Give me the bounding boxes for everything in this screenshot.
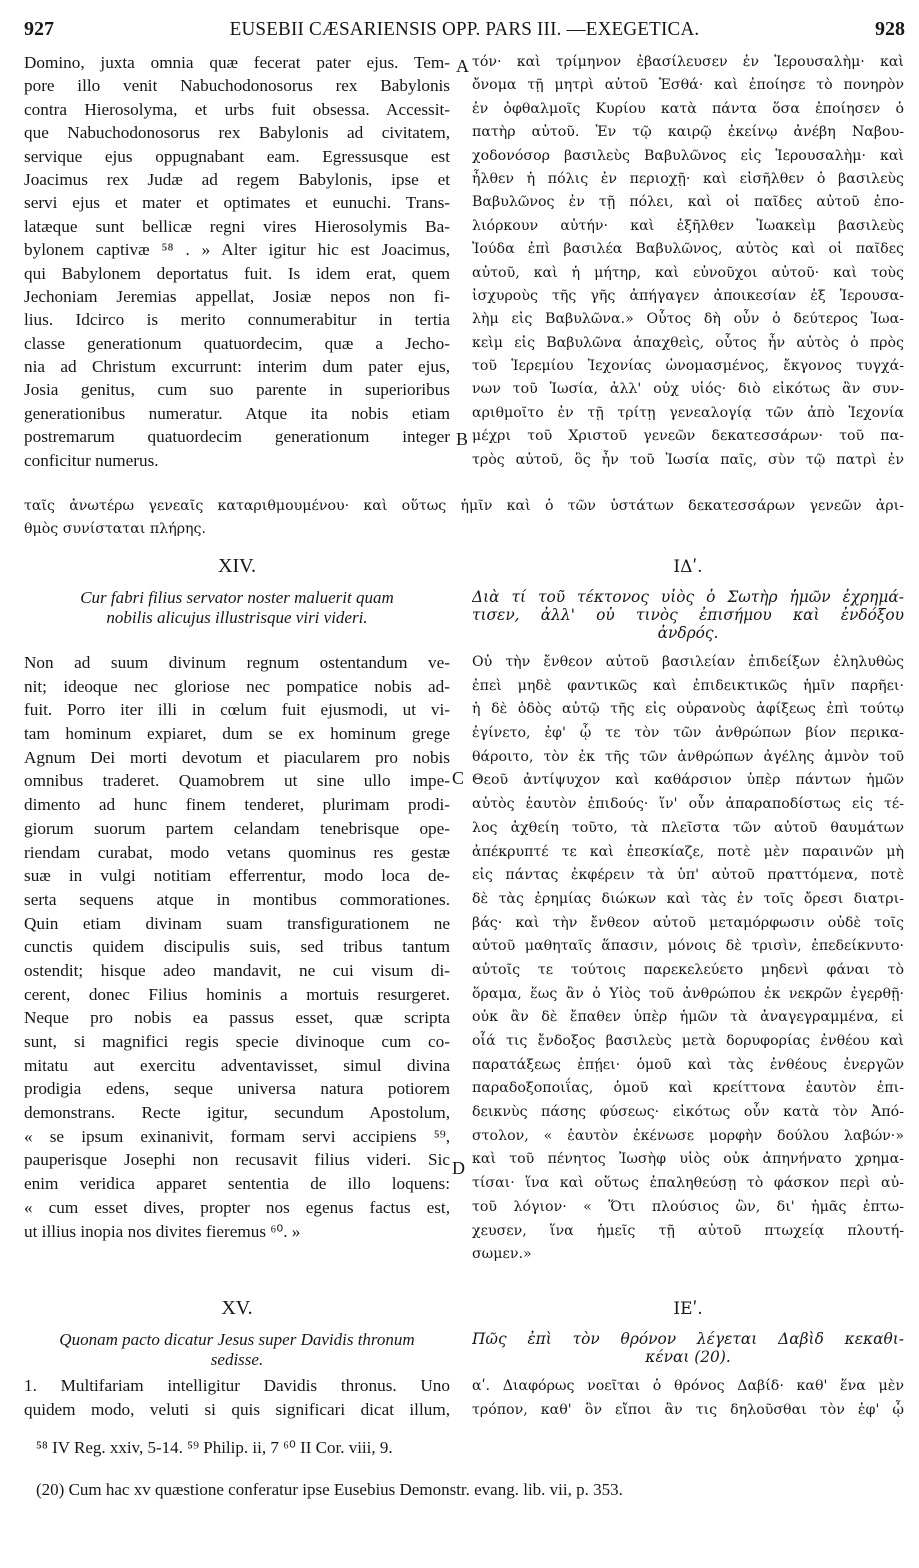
latin-column-block2 <box>24 651 450 1243</box>
text-line: εἰς πάντας ἐκφέρειν τὰ ὑπ' αὐτοῦ πραττόμενα, ποτὲ <box>472 867 904 884</box>
text-line: lius. Idcirco is merito connumerabitur in tertia <box>24 310 450 330</box>
text-line: ἐπεὶ μηδὲ φαντικῶς καὶ ἐπιδεικτικῶς ἡμῖν παρῆει· <box>472 677 904 694</box>
text-line: ostendit; hisque adeo mandavit, ne cui visum di- <box>24 960 450 980</box>
latin-column-block1 <box>24 51 450 472</box>
text-line: τοῦ λόγιον· « Ὅτι πλούσιος ὢν, δι' ἡμᾶς ἐπτω- <box>472 1198 904 1215</box>
text-line: giorum suorum partem celandam tenebrisque ope- <box>24 818 450 838</box>
text-line: βάς· καὶ τὴν ἔνθεον αὐτοῦ μεταμόρφωσιν οὐδὲ τοῖς <box>472 914 904 931</box>
margin-letter-b: B <box>456 429 469 449</box>
greek-column-block3 <box>472 1374 904 1422</box>
text-line: contra Hierosolyma, et urbs fuit obsessa. Accessit- <box>24 99 450 119</box>
text-line: Agnum Dei morti devotum et piacularem pro nobis <box>24 747 450 767</box>
text-line: αʹ. Διαφόρως νοεῖται ὁ θρόνος Δαβίδ· καθ' ἕνα μὲν <box>472 1378 904 1394</box>
text-line: latæque sunt bellicæ regni vires Hierosolymis Ba- <box>24 216 450 236</box>
text-line: ἰσχυροὺς τῆς γῆς ἀπήγαγεν ἀποικεσίαν ἐξ Ἱερουσα- <box>472 287 904 304</box>
section-title-latin-xiv: Cur fabri filius servator noster maluerit quam nobilis alicujus illustrisque viri videri. <box>80 588 394 627</box>
greek-column-block2 <box>472 651 904 1267</box>
text-line: cerent, donec Filius hominis a mortuis resurgeret. <box>24 984 450 1004</box>
text-line: riendam curabat, modo vetans quominus res gestæ <box>24 842 450 862</box>
text-line: τρὸς αὐτοῦ, ὃς ἦν τοῦ Ἰωσία παῖς, σὺν τῷ πατρὶ ἐν <box>472 451 904 468</box>
text-line: Quin etiam divinam suam transfigurationem ne <box>24 913 450 933</box>
text-line: Θεοῦ ἀντίψυχον καὶ καθάρσιον ὑπὲρ πάντων ἡμῶν <box>472 772 904 789</box>
text-line: « se ipsum exinanivit, formam servi accipiens ⁵⁹, <box>24 1126 450 1146</box>
text-line: nit; ideoque nec gloriose nec pompatice nobis ad- <box>24 676 450 696</box>
text-line: οἷά τις ἔνδοξος βασιλεὺς μετὰ δορυφορίας ἐνθέου καὶ <box>472 1033 904 1049</box>
text-line: conficitur numerus. <box>24 450 159 470</box>
text-line: servique ejus oppugnabant eam. Egressusque est <box>24 146 450 166</box>
running-title: EUSEBII CÆSARIENSIS OPP. PARS III. —EXEGETICA. <box>229 18 700 40</box>
text-line: ὅραμα, ἕως ἂν ὁ Υἱὸς τοῦ ἀνθρώπου ἐκ νεκρῶν ἐγερθῇ· <box>472 985 904 1002</box>
text-line: παραδοξοποιΐας, ὁμοῦ καὶ κρείττονα ἑαυτὸν ἐπι- <box>472 1080 904 1097</box>
text-line: Domino, juxta omnia quæ fecerat pater ejus. Tem- <box>24 53 450 72</box>
text-line: cunctis quidem discipulis suis, sed tribus tantum <box>24 937 450 957</box>
text-line: prodigia edens, seque universa natura potiorem <box>24 1079 450 1099</box>
text-line: Ἰούδα ἐπὶ βασιλέα Βαβυλῶνος, αὐτὸς καὶ οἱ παῖδες <box>472 241 904 258</box>
text-line: ὄνομα τῇ μητρὶ αὐτοῦ Ἐσθά· καὶ ἐποίησε τὸ πονηρὸν <box>472 77 904 94</box>
page-number-left: 927 <box>24 18 54 40</box>
latin-column-block3 <box>24 1374 450 1422</box>
text-line: σωμεν.» <box>472 1246 532 1263</box>
text-line: qui Babylonem deportatus fuit. Is idem erat, quem <box>24 263 450 283</box>
text-line: postremarum quatuordecim generationum integer <box>24 427 450 447</box>
margin-letter-d: D <box>452 1158 465 1178</box>
text-line: demonstrans. Recte igitur, secundum Apostolum, <box>24 1103 450 1123</box>
text-line: tam hominum expiaret, dum se ex hominum grege <box>24 724 450 744</box>
text-line: τρόπον, καθ' ὃν εἴποι ἂν τις δηλοῦσθαι τὸν ἐφ' ᾧ <box>472 1402 904 1418</box>
text-line: enim veridica apparet sententia de illo loquens: <box>24 1174 450 1194</box>
text-line: fuit. Porro iter illi in cœlum fuit ejusmodi, ut vi- <box>24 700 450 720</box>
text-line: ut illius inopia nos divites fieremus ⁶⁰. » <box>24 1221 301 1241</box>
text-line: 1. Multifariam intelligitur Davidis thronus. Uno <box>24 1376 450 1395</box>
text-line: παρατάξεως ἐπῄει· ὁμοῦ καὶ τὰς ἐνθέους ἐνεργῶν <box>472 1056 904 1073</box>
section-title-greek-15: Πῶς ἐπὶ τὸν θρόνον λέγεται Δαβὶδ κεκαθι- κέναι (20). <box>472 1330 904 1366</box>
running-header <box>24 14 905 44</box>
text-line: καὶ τοῦ πένητος Ἰωσὴφ υἱὸς οὐκ ἀπηνήνατο χρημα- <box>472 1151 904 1168</box>
text-line: αὐτὸς ἑαυτὸν ἐπιδούς· ἵν' οὖν ἀπαραποδίστως εἰς τέ- <box>472 796 904 813</box>
text-line: αριθμοῖτο ἐν τῇ τρίτῃ γενεαλογίᾳ τῶν ἀπὸ Ἰεχονία <box>472 404 904 421</box>
text-line: τίσαι· ἵνα καὶ οὕτως ἐπαληθεύσῃ τὸ φάσκον περὶ αὐ- <box>472 1175 904 1192</box>
text-line: πατὴρ αὐτοῦ. Ἐν τῷ καιρῷ ἐκείνῳ ἀνέβη Ναβου- <box>472 124 904 141</box>
text-line: Jechoniam Jeremias appellat, Josiæ nepos non fi- <box>24 286 450 306</box>
text-line: αὐτοῦ μαθηταῖς ἅπασιν, μόνοις δὲ τρισὶν, ἐπεδείκνυτο· <box>472 938 904 955</box>
section-number-latin-xv: XV. <box>221 1297 253 1319</box>
text-line: δὲ τὰς ἐρημίας διώκων καὶ τὰς ἐν τοῖς ὄρεσι διατρι- <box>472 890 904 907</box>
page-number-right: 928 <box>875 18 905 40</box>
text-line: δεικνὺς πάσης φύσεως· εἰκότως οὖν κατὰ τὸν Ἀπό- <box>472 1104 904 1121</box>
text-line: Οὐ τὴν ἔνθεον αὐτοῦ βασιλείαν ἐπιδείξων ἐληλυθὼς <box>472 654 904 670</box>
text-line: ἐγίνετο, ἐφ' ᾧ τε τὸν τῶν ἀνθρώπων βίον περικα- <box>472 725 904 742</box>
text-line: λὴμ εἰς Βαβυλῶνα.» Οὗτος δὴ οὖν ὁ δεύτερος Ἰωα- <box>472 311 904 328</box>
text-line: χοδονόσορ βασιλεὺς Βαβυλῶνος εἰς Ἱερουσαλὴμ· καὶ <box>472 147 904 164</box>
text-line: pauperisque Josephi non recusavit filius videri. Sic <box>24 1150 450 1170</box>
margin-letter-c: C <box>452 768 465 788</box>
text-line: Joacimus rex Judæ ad regem Babylonis, ipse et <box>24 169 450 189</box>
text-line: generationibus numeratur. Atque ita nobis etiam <box>24 403 450 423</box>
text-line: ἀπέκρυπτέ τε καὶ ἐπεσκίαζε, ποτὲ μὲν παραινῶν μὴ <box>472 843 904 860</box>
section-title-greek-14: Διὰ τί τοῦ τέκτονος υἱὸς ὁ Σωτὴρ ἡμῶν ἐχρημά- τισεν, ἀλλ' οὐ τινὸς ἐπισήμου καὶ ἐνδόξου ἀνδρός. <box>472 588 904 642</box>
text-line: que Nabuchodonosorus rex Babylonis ad civitatem, <box>24 123 450 143</box>
section-title-latin-xv: Quonam pacto dicatur Jesus super Davidis thronum sedisse. <box>59 1330 415 1369</box>
text-line: θμὸς συνίσταται πλήρης. <box>24 521 206 537</box>
greek-column-block1 <box>472 51 904 472</box>
text-line: ἐν ὀφθαλμοῖς Κυρίου κατὰ πάντα ὅσα ἐποίησεν ὁ <box>472 100 904 117</box>
section-number-latin-xiv: XIV. <box>218 555 256 577</box>
text-line: Non ad suum divinum regnum ostentandum ve- <box>24 653 450 672</box>
section-number-greek-14: ΙΔʹ. <box>673 557 703 577</box>
text-line: κεὶμ εἰς Βαβυλῶνα ἀπαχθεὶς, οὗτος ἦν αὐτὸς ὁ πρὸς <box>472 334 904 351</box>
text-line: ἡ δὲ ὁδὸς αὐτῷ τῆς εἰς οὐρανοὺς ἀφίξεως ἐπὶ τούτῳ <box>472 701 904 718</box>
text-line: χευσεν, ἵνα ἡμεῖς τῇ αὐτοῦ πτωχείᾳ πλουτή- <box>472 1222 904 1239</box>
text-line: λος ἀχθείη τοῦτο, τὰ πλεῖστα τῶν αὐτοῦ θαυμάτων <box>472 819 904 836</box>
text-line: νων τοῦ Ἰωσία, ἀλλ' οὐχ υἱός· διὸ εἰκότως ἂν συν- <box>472 381 904 398</box>
text-line: τοῦ Ἱερεμίου Ἰεχονίας ὠνομασμένος, ἔκγονος τυγχά- <box>472 358 904 375</box>
text-line: sunt, si magnifici regis specie divinoque cum co- <box>24 1032 450 1051</box>
footnote-references: ⁵⁸ IV Reg. xxiv, 5-14. ⁵⁹ Philip. ii, 7 ⁶⁰ II Cor. viii, 9. <box>36 1438 393 1457</box>
text-line: quidem modo, veluti si quis significari dicat illum, <box>24 1400 450 1419</box>
text-line: mitatu aut exercitu adventavisset, simul divina <box>24 1055 450 1075</box>
text-line: pore illo venit Nabuchodonosorus rex Babylonis <box>24 76 450 96</box>
text-line: θάροιτο, τὸν ἐκ τῆς τῶν ἀνθρώπων ἀγέλης ἀμνὸν τοῦ <box>472 748 904 765</box>
text-line: στολον, « ἑαυτὸν ἐκένωσε μορφὴν δούλου λαβών·» <box>472 1127 904 1144</box>
greek-fullwidth-continuation <box>24 495 904 541</box>
text-line: Neque pro nobis ea passus esset, quæ scripta <box>24 1008 450 1028</box>
text-line: serta sequens atque in montibus commorationes. <box>24 889 450 909</box>
text-line: Josia genitus, cum suo parente in superioribus <box>24 380 450 400</box>
text-line: servi ejus et mater et optimates et eunuchi. Trans- <box>24 193 450 213</box>
text-line: αὐτοῖς τε τούτοις παρεκελεύετο μηδενὶ φάναι τὸ <box>472 961 904 978</box>
text-line: bylonem captivæ ⁵⁸ . » Alter igitur hic est Joacimus, <box>24 240 450 260</box>
text-line: οὐκ ἂν δὲ ἔπαθεν ὑπὲρ ἡμῶν τὰ ἀναγεγραμμένα, εἰ <box>472 1009 904 1026</box>
text-line: dimento ad hunc finem tenderet, plurimam prodi- <box>24 795 450 815</box>
text-line: μέχρι τοῦ Χριστοῦ γενεῶν δεκατεσσάρων· τοῦ πα- <box>472 428 904 445</box>
text-line: αὐτοῦ, καὶ ἡ μήτηρ, καὶ εὐνοῦχοι αὐτοῦ· καὶ τοὺς <box>472 264 904 281</box>
section-number-greek-15: ΙΕʹ. <box>673 1299 703 1319</box>
text-line: suæ in vulgi notitiam efferrentur, modo loca de- <box>24 866 450 886</box>
footnote-20: (20) Cum hac xv quæstione conferatur ipse Eusebius Demonstr. evang. lib. vii, p. 353. <box>36 1480 623 1499</box>
text-line: « cum esset dives, propter nos egenus factus est, <box>24 1197 450 1217</box>
text-line: Βαβυλῶνος ἐν τῇ πόλει, καὶ οἱ παῖδες αὐτοῦ ἐπο- <box>472 194 904 211</box>
text-line: ταῖς ἀνωτέρω γενεαῖς καταριθμουμένου· καὶ οὕτως ἡμῖν καὶ ὁ τῶν ὑστάτων δεκατεσσάρων γενεῶν ἀρι- <box>24 498 904 514</box>
margin-letter-a: A <box>456 56 469 76</box>
text-line: ἦλθεν ἡ πόλις ἐν περιοχῇ· καὶ εἰσῆλθεν ὁ βασιλεὺς <box>472 170 904 187</box>
text-line: classe generationum quatuordecim, quæ a Jecho- <box>24 333 450 353</box>
text-line: τόν· καὶ τρίμηνον ἐβασίλευσεν ἐν Ἱερουσαλὴμ· καὶ <box>472 54 904 70</box>
text-line: λιόρκουν αὐτήν· καὶ ἐξῆλθεν Ἰωακεὶμ βασιλεὺς <box>472 217 904 234</box>
text-line: nia ad Christum excurrunt: interim dum pater ejus, <box>24 357 450 377</box>
text-line: omnibus traderet. Quamobrem ut sine ullo impe- <box>24 771 450 791</box>
